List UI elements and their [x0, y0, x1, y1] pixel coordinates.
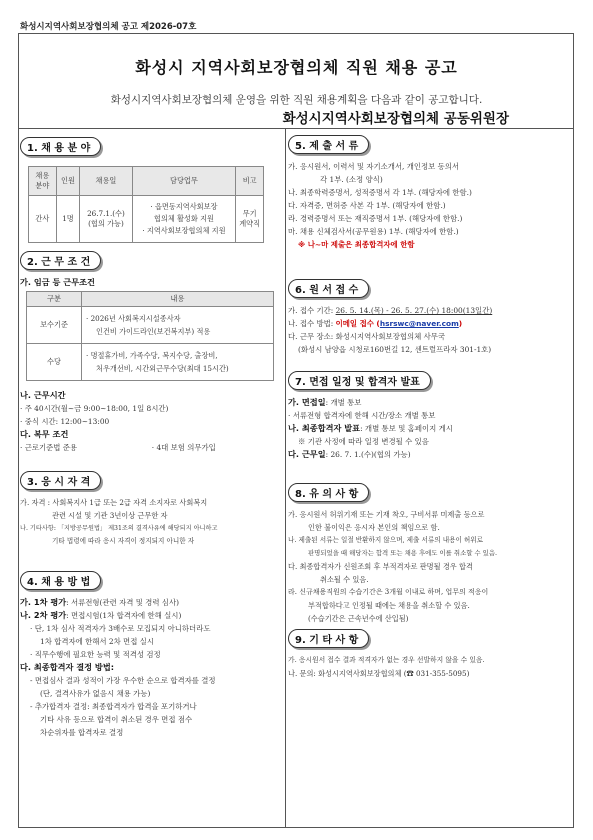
- method-close: ): [458, 319, 463, 328]
- text-line: 가. 응시원서 허위기재 또는 기재 착오, 구비서류 미제출 등으로: [288, 510, 485, 519]
- label: 가. 1차 평가: [20, 597, 67, 607]
- text-line: 가. 자격 : 사회복지사 1급 또는 2급 자격 소지자로 사회복지: [20, 498, 208, 507]
- text-line: (단, 결격사유가 없음시 채용 가능): [40, 689, 151, 698]
- text-line: 가. 응시원서 접수 결과 적격자가 없는 경우 선발하지 않을 수 있음.: [288, 656, 485, 664]
- note-line: 무기: [242, 209, 257, 218]
- text-line: [20, 596, 283, 609]
- duty-line: · 지역사회보장협의체 지원: [142, 226, 226, 235]
- section-interview: [288, 370, 573, 461]
- text-line: [288, 448, 573, 461]
- col-header: 채용 분야: [29, 167, 57, 196]
- section-heading: 6. 원 서 접 수: [288, 279, 369, 298]
- text: : 개별 통보 및 홈페이지 게시: [360, 424, 453, 433]
- text-line: [20, 609, 283, 622]
- text: : 개별 통보: [325, 398, 362, 407]
- section-heading: 5. 제 출 서 류: [288, 135, 369, 154]
- content-line: 처우개선비, 시간외근무수당(최대 15시간): [96, 364, 229, 373]
- section-notes: [288, 482, 573, 625]
- page-title: 화성시 지역사회보장협의체 직원 채용 공고: [135, 58, 458, 77]
- text-part: · 근로기준법 준용: [20, 443, 78, 452]
- row-content: [82, 344, 274, 381]
- section-recruit-field: [20, 136, 261, 235]
- section-application: [288, 278, 573, 356]
- col-header: 인원: [56, 167, 80, 196]
- section-heading: 9. 기 타 사 항: [288, 629, 369, 648]
- row-content: [82, 307, 274, 344]
- text-line: 나. 제출된 서류는 일절 반환하지 않으며, 제출 서류의 내용이 허위로: [288, 536, 484, 544]
- section-heading: 1. 채 용 분 야: [20, 137, 101, 156]
- text-line: 관련 시설 및 기관 3년이상 근무한 자: [52, 511, 168, 520]
- divider: [18, 128, 574, 129]
- section-other: [288, 628, 573, 680]
- cell-duty: [132, 196, 236, 243]
- label: 다. 근무일: [288, 449, 326, 459]
- text-line: 취소될 수 있음.: [320, 575, 369, 584]
- date-line: 26.7.1.(수): [87, 209, 125, 218]
- text-line: 차순위자를 합격자로 결정: [40, 728, 124, 737]
- notice-line: ※ 나~마 제출은 최종합격자에 한함: [298, 240, 415, 249]
- text-line: [288, 317, 573, 330]
- duty-line: · 읍면동지역사회보장: [150, 202, 218, 211]
- text-part: · 4대 보험 의무가입: [151, 443, 216, 452]
- section-heading: 3. 응 시 자 격: [20, 471, 101, 490]
- col-header: 구분: [27, 292, 82, 307]
- row-label: 보수기준: [27, 307, 82, 344]
- column-divider: [285, 128, 286, 828]
- text-line: 라. 경력증명서 또는 재직증명서 1부. (해당자에 한함.): [288, 214, 463, 223]
- text-line: [288, 304, 573, 317]
- text-line: 나. 최종학력증명서, 성적증명서 각 1부. (해당자에 한함.): [288, 188, 472, 197]
- text: : 26. 7. 1.(수)(협의 가능): [325, 450, 411, 459]
- cell-count: 1명: [56, 196, 80, 243]
- text-line: 나. 기타사항: 「지방공무원법」 제31조의 결격사유에 해당되지 아니하고: [20, 525, 218, 532]
- text-line: 기타 사유 등으로 합격이 취소된 경우 면접 점수: [40, 715, 193, 724]
- text-line: 판명되었을 때 해당자는 합격 또는 채용 후에도 이를 취소할 수 있음.: [308, 549, 498, 557]
- text-line: 다. 자격증, 면허증 사본 각 1부. (해당자에 한함.): [288, 201, 446, 210]
- subheading: 가. 임금 등 근무조건: [20, 277, 95, 287]
- text-line: · 직무수행에 필요한 능력 및 적격성 검정: [30, 650, 161, 659]
- text-line: ※ 기관 사정에 따라 일정 변경될 수 있음: [298, 437, 429, 446]
- row-label: 수당: [27, 344, 82, 381]
- text-line: 부적합하다고 인정될 때에는 채용을 취소할 수 있음.: [308, 601, 470, 610]
- date-line: (협의 가능): [88, 219, 124, 228]
- subheading: 다. 복무 조건: [20, 429, 69, 439]
- col-header: 내용: [82, 292, 274, 307]
- text-line: - 면접심사 결과 성적이 가장 우수한 순으로 합격자를 결정: [30, 676, 216, 685]
- label: 가. 면접일: [288, 397, 326, 407]
- content-line: · 명절휴가비, 가족수당, 복지수당, 출장비,: [86, 351, 218, 360]
- text-line: (수습기간은 근속년수에 산입됨): [308, 614, 409, 623]
- subheading: 나. 근무시간: [20, 390, 66, 400]
- label: 나. 최종합격자 발표: [288, 423, 361, 433]
- period: 26. 5. 14.(목) - 26. 5. 27.(수) 18:00(13일간): [335, 306, 493, 315]
- content-line: 인건비 가이드라인(보건복지부) 적용: [96, 327, 211, 336]
- subheading: 다. 최종합격자 결정 방법:: [20, 662, 115, 672]
- cell-note: [236, 196, 264, 243]
- text-line: 가. 응시원서, 이력서 및 자기소개서, 개인정보 동의서: [288, 162, 460, 171]
- text: : 서류전형(관련 자격 및 경력 심사): [66, 598, 179, 607]
- text-line: 다. 최종합격자가 신원조회 후 부적격자로 판명될 경우 합격: [288, 562, 473, 571]
- section-method: [20, 570, 283, 739]
- signer: 화성시지역사회보장협의체 공동위원장: [282, 111, 509, 127]
- section-heading: 7. 면접 일정 및 합격자 발표: [288, 371, 431, 390]
- text-line: 인한 불이익은 응시자 본인의 책임으로 함.: [308, 523, 440, 532]
- intro-text: 화성시지역사회보장협의체 운영을 위한 직원 채용계획을 다음과 같이 공고합니다.: [110, 94, 483, 106]
- section-work-conditions: [20, 250, 283, 454]
- text-line: · 주 40시간(월~금 9:00~18:00, 1일 8시간): [20, 404, 169, 413]
- cell-date: [80, 196, 132, 243]
- text-line: · 중식 시간: 12:00~13:00: [20, 417, 110, 426]
- note-line: 계약직: [239, 219, 261, 228]
- text: : 면접시험(1차 합격자에 한해 실시): [66, 611, 182, 620]
- text-line: (화성시 남양읍 시청로160번길 12, 센트럴프라자 301-1호): [298, 345, 492, 354]
- label: 나. 접수 방법:: [288, 319, 336, 328]
- text-line: 라. 신규채용직원의 수습기간은 3개월 이내로 하며, 업무의 적응이: [288, 588, 489, 596]
- text-line: [288, 422, 573, 435]
- conditions-table: [26, 291, 274, 381]
- text-line: 나. 문의: 화성시지역사회보장협의체 (☎ 031-355-5095): [288, 669, 470, 678]
- method: 이메일 접수 (: [335, 319, 380, 328]
- text-line: [20, 441, 283, 454]
- text-line: 각 1부. (소정 양식): [320, 175, 383, 184]
- cell-field: 간사: [29, 196, 57, 243]
- recruit-table: [28, 166, 264, 243]
- section-documents: [288, 134, 573, 251]
- text-line: · 단, 1차 심사 적격자가 3배수로 모집되지 아니하더라도: [30, 624, 211, 633]
- text-line: - 추가합격자 결정: 최종합격자가 합격을 포기하거나: [30, 702, 197, 711]
- col-header: 비고: [236, 167, 264, 196]
- section-heading: 4. 채 용 방 법: [20, 571, 101, 590]
- notice-number: 화성시지역사회보장협의체 공고 제2026-07호: [20, 22, 197, 32]
- col-header: 채용일: [80, 167, 132, 196]
- text-line: 다. 근무 장소: 화성시지역사회보장협의체 사무국: [288, 332, 446, 341]
- email-link[interactable]: hsrswc@naver.com: [379, 319, 459, 328]
- duty-line: 협의체 활성화 지원: [153, 214, 214, 223]
- section-heading: 8. 유 의 사 항: [288, 483, 369, 502]
- label: 나. 2차 평가: [20, 610, 67, 620]
- content-line: · 2026년 사회복지시설종사자: [86, 314, 181, 323]
- text-line: 기타 법령에 따라 응시 자격이 정지되지 아니한 자: [52, 537, 195, 545]
- text-line: [288, 396, 573, 409]
- section-heading: 2. 근 무 조 건: [20, 251, 101, 270]
- section-eligibility: [20, 470, 283, 548]
- text-line: · 서류전형 합격자에 한해 시간/장소 개별 통보: [288, 411, 436, 420]
- text-line: 1차 합격자에 한해서 2차 면접 실시: [40, 637, 154, 646]
- text-line: 마. 채용 신체검사서(공무원용) 1부. (해당자에 한함.): [288, 227, 459, 236]
- label: 가. 접수 기간:: [288, 306, 336, 315]
- col-header: 담당업무: [132, 167, 236, 196]
